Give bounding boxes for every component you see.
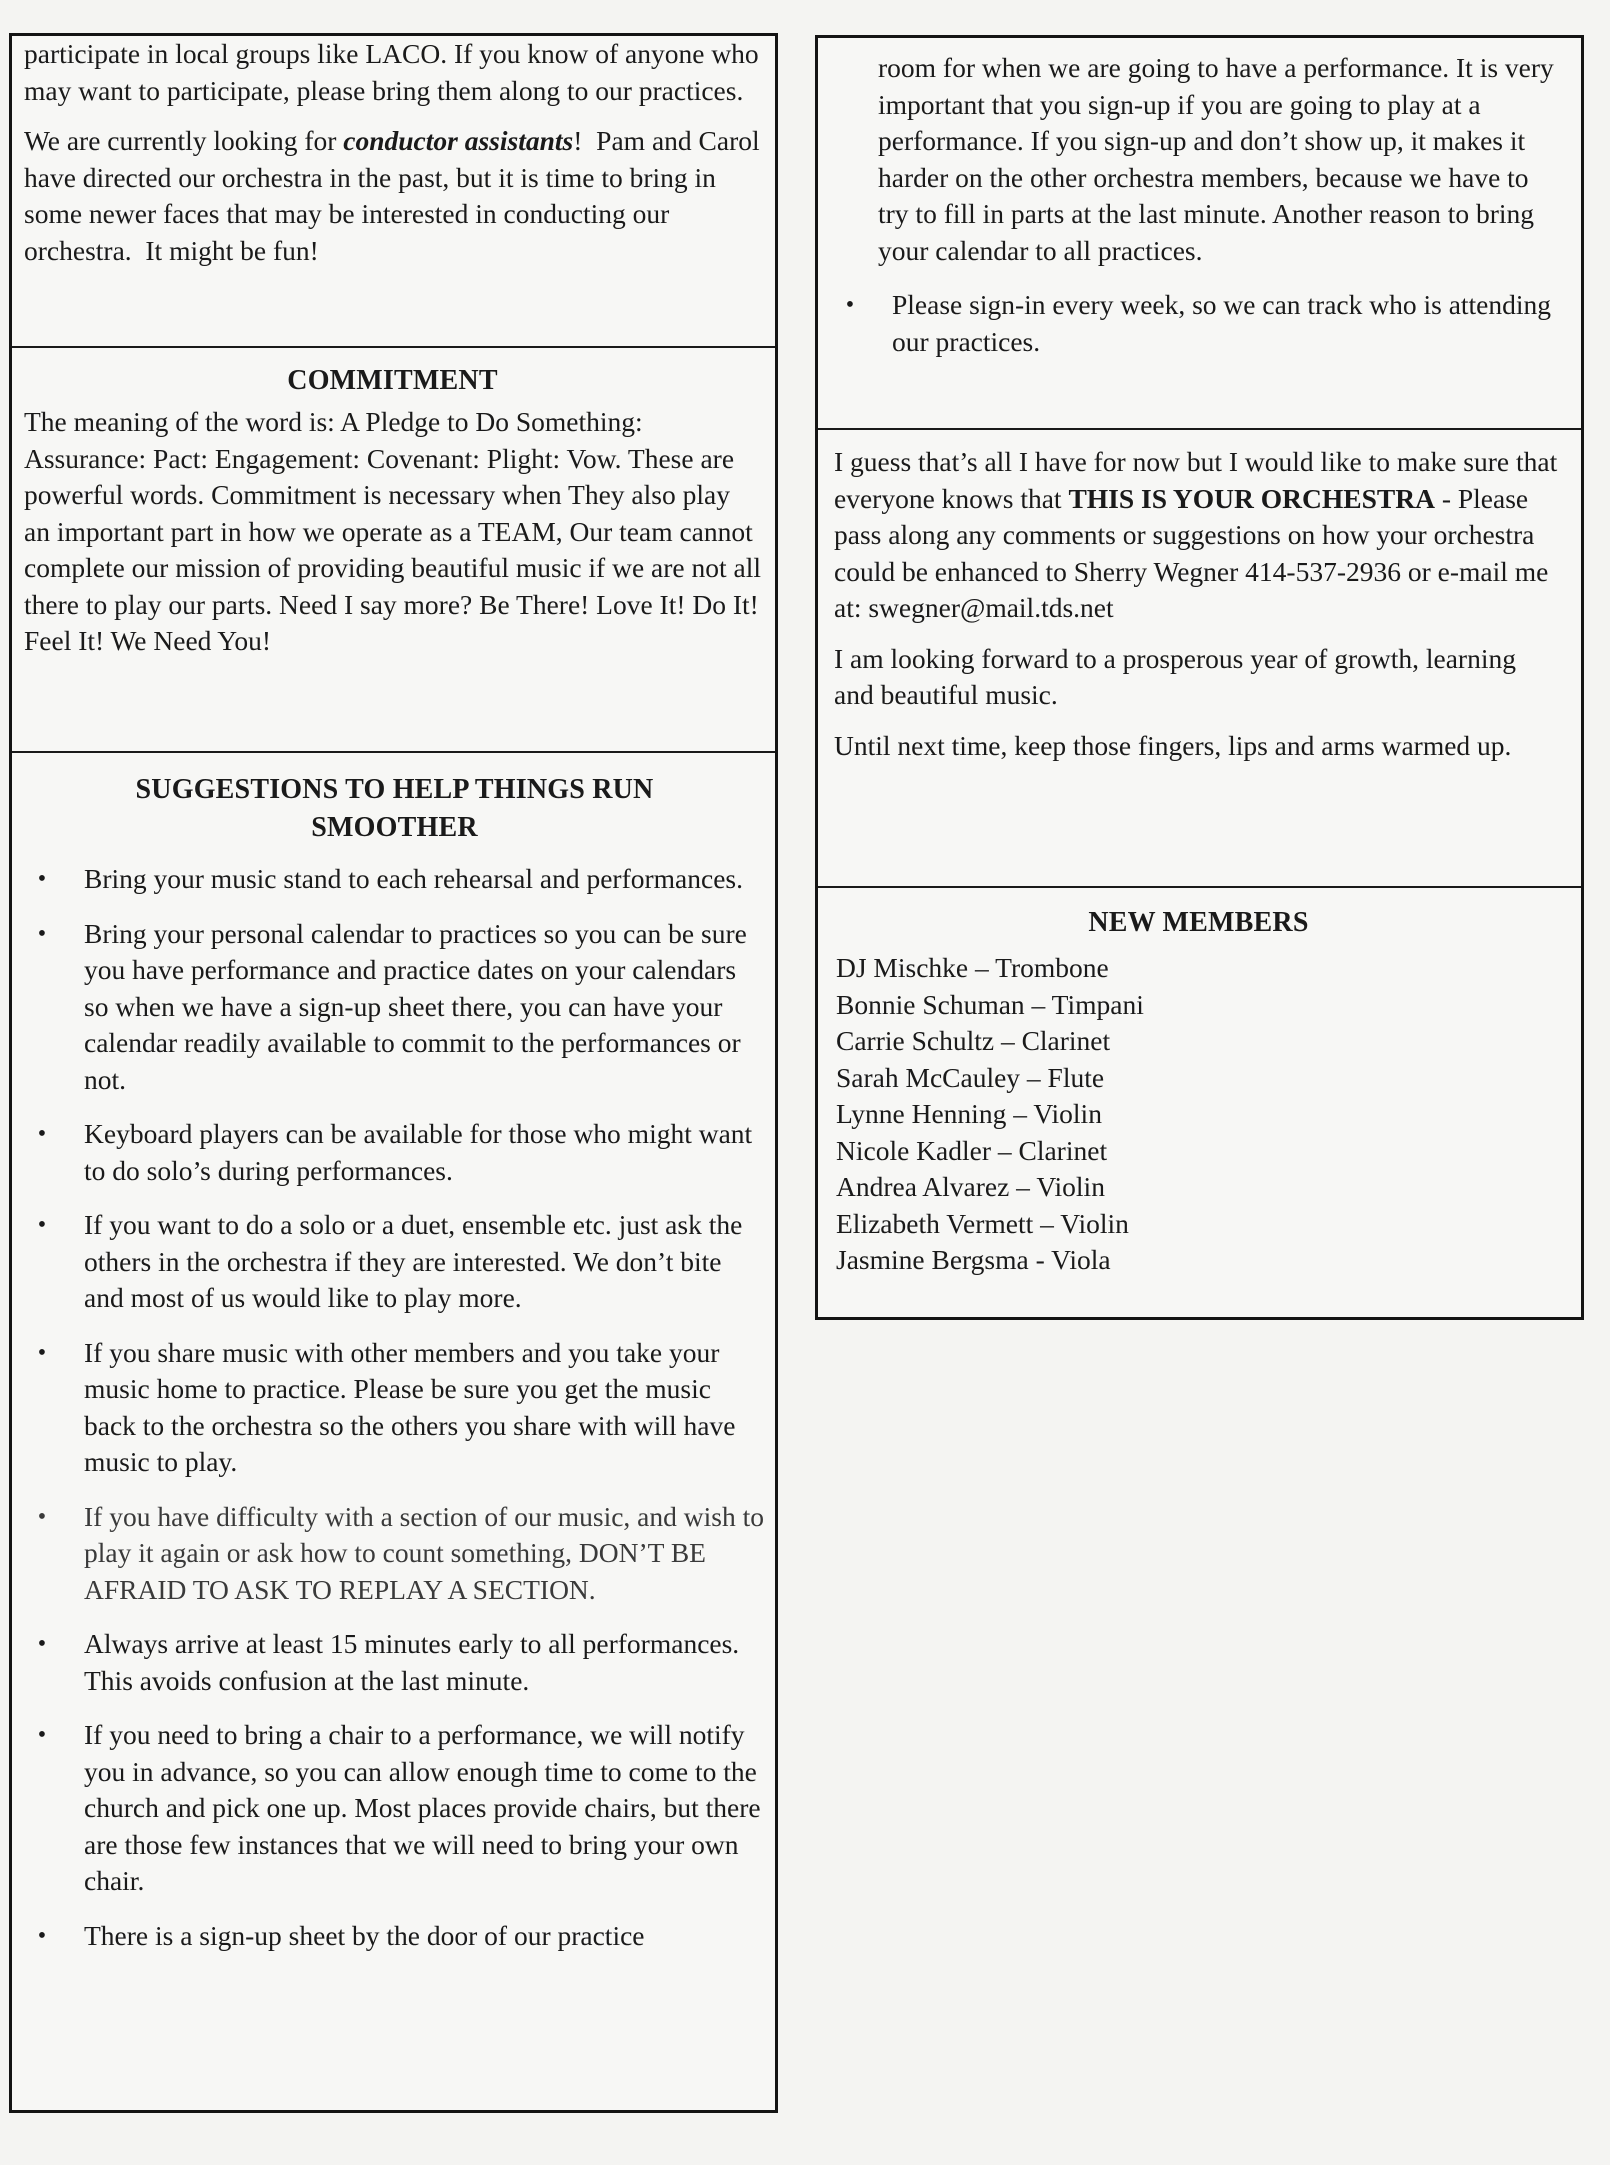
suggestion-item xyxy=(24,1335,765,1481)
suggestion-item xyxy=(24,1116,765,1189)
bullet-icon: • xyxy=(37,1339,47,1366)
closing-text-post: - Please pass along any comments or suggestions on how your orchestra could be enhanced to Sherry Wegner 414-537-2936 or e-mail me at: swegner@mail.tds.net xyxy=(834,482,1556,623)
closing-text-pre: I guess that’s all I have for now but I would like to make sure that everyone knows that xyxy=(834,446,1565,514)
bullet-icon: • xyxy=(37,1121,47,1147)
suggestion-text: Bring your personal calendar to practices so you can be sure you have performance and practice dates on your calendars so when we have a sign-up sheet there, you can have your calendar readily available to commit to the performances or not. xyxy=(84,917,747,1095)
suggestion-text: There is a sign-up sheet by the door of our practice xyxy=(84,1919,645,1951)
bullet-icon: • xyxy=(37,866,47,892)
suggestion-item xyxy=(24,916,765,1099)
member-item: Carrie Schultz – Clarinet xyxy=(836,1025,1111,1056)
member-item: Lynne Henning – Violin xyxy=(836,1098,1102,1129)
signin-list xyxy=(832,287,1561,360)
bullet-icon: • xyxy=(37,1631,47,1657)
suggestion-text: If you have difficulty with a section of our music, and wish to play it again or ask how to count something, DON’T BE AFRAID TO ASK TO REPLAY A SECTION. xyxy=(84,1500,764,1605)
suggestion-item xyxy=(24,1207,765,1317)
closing-section xyxy=(818,428,1581,886)
intro-section xyxy=(12,36,775,346)
signup-continued-section xyxy=(818,38,1581,428)
bullet-icon: • xyxy=(845,292,855,318)
this-is-your-orchestra-bold: THIS IS YOUR ORCHESTRA xyxy=(1068,482,1435,514)
new-members-list xyxy=(836,950,1561,1279)
intro-paragraph-participate: participate in local groups like LACO. If you know of anyone who may want to participate, please bring them along to our practices. xyxy=(24,38,759,106)
suggestion-text: If you want to do a solo or a duet, ensemble etc. just ask the others in the orchestra if they are interested. We don’t bite and most of us would like to play more. xyxy=(84,1209,743,1313)
member-item: Sarah McCauley – Flute xyxy=(836,1061,1105,1093)
suggestion-item xyxy=(24,1499,765,1609)
suggestion-item xyxy=(24,1717,765,1900)
suggestion-item xyxy=(24,1918,765,1955)
suggestions-heading: SUGGESTIONS TO HELP THINGS RUN SMOOTHER xyxy=(135,774,654,843)
member-item: Bonnie Schuman – Timpani xyxy=(836,988,1144,1020)
suggestion-text: Always arrive at least 15 minutes early to all performances. This avoids confusion at the last minute. xyxy=(84,1628,740,1696)
signin-item xyxy=(832,287,1561,360)
suggestions-list xyxy=(24,861,765,1954)
suggestion-text: If you share music with other members and you take your music home to practice. Please be sure you get the music back to the orchestra so the others you share with will have music to play. xyxy=(84,1336,736,1477)
closing-paragraph-orchestra xyxy=(834,444,1565,627)
left-column xyxy=(9,33,778,2113)
member-item: DJ Mischke – Trombone xyxy=(836,952,1109,983)
conductor-text-pre: We are currently looking for xyxy=(24,125,344,156)
suggestion-text: Keyboard players can be available for those who might want to do solo’s during performances. xyxy=(84,1118,753,1186)
signin-text: Please sign-in every week, so we can track who is attending our practices. xyxy=(892,289,1552,357)
member-item: Andrea Alvarez – Violin xyxy=(836,1171,1105,1202)
suggestion-item xyxy=(24,1626,765,1699)
new-members-heading: NEW MEMBERS xyxy=(1088,907,1309,938)
new-members-section xyxy=(818,886,1581,1317)
bullet-icon: • xyxy=(37,1212,47,1238)
closing-paragraph-until-next-time: Until next time, keep those fingers, lips and arms warmed up. xyxy=(834,729,1512,761)
suggestion-text: Bring your music stand to each rehearsal and performances. xyxy=(84,863,743,894)
commitment-body: The meaning of the word is: A Pledge to Do Something: Assurance: Pact: Engagement: Covenant: Plight: Vow. These are powerful words. Commitment is necessary when They also play an important part in how we operate as a TEAM, Our team cannot complete our mission of providing beautiful music if we are not all there to play our parts. Need I say more? Be There! Love It! Do It! Feel It! We Need You! xyxy=(24,406,761,656)
conductor-text-post: ! Pam and Carol have directed our orchestra in the past, but it is time to bring in some newer faces that may be interested in conducting our orchestra. It might be fun! xyxy=(24,125,767,266)
suggestion-item xyxy=(24,861,765,898)
right-column xyxy=(815,35,1584,1320)
member-item: Elizabeth Vermett – Violin xyxy=(836,1207,1129,1239)
bullet-icon: • xyxy=(37,920,47,947)
suggestions-section xyxy=(12,751,775,2110)
commitment-heading: COMMITMENT xyxy=(287,365,498,396)
member-item: Jasmine Bergsma - Viola xyxy=(836,1244,1111,1275)
suggestion-text: If you need to bring a chair to a performance, we will notify you in advance, so you can allow enough time to come to the church and pick one up. Most places provide chairs, but there are those few instances that we will need to bring your own chair. xyxy=(84,1719,761,1896)
intro-paragraph-conductor-assistants xyxy=(24,123,767,269)
conductor-assistants-emphasis: conductor assistants xyxy=(343,125,574,156)
closing-paragraph-growth: I am looking forward to a prosperous year of growth, learning and beautiful music. xyxy=(834,642,1516,710)
bullet-icon: • xyxy=(37,1922,47,1949)
bullet-icon: • xyxy=(37,1722,47,1748)
member-item: Nicole Kadler – Clarinet xyxy=(836,1134,1108,1166)
bullet-icon: • xyxy=(37,1503,47,1530)
commitment-section xyxy=(12,346,775,751)
signup-continued-text: room for when we are going to have a performance. It is very important that you sign-up if you are going to play at a performance. If you sign-up and don’t show up, it makes it harder on the other orchestra members, because we have to try to fill in parts at the last minute. Another reason to bring your calendar to all practices. xyxy=(878,52,1554,266)
